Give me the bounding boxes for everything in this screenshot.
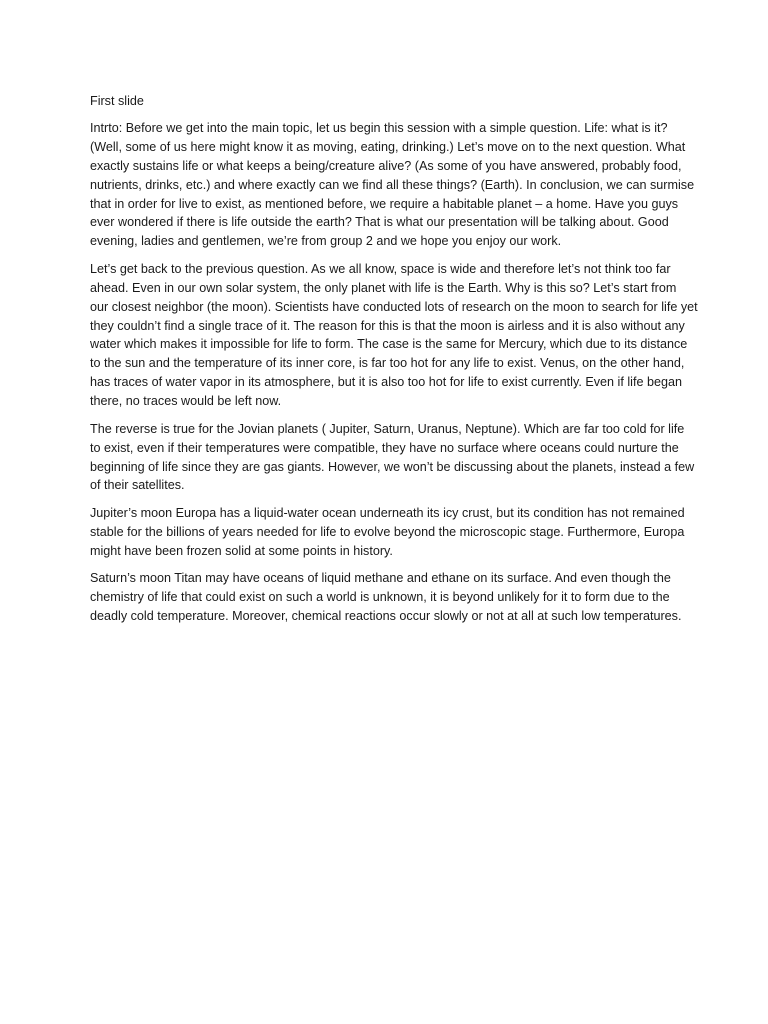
paragraph-jovian-planets: The reverse is true for the Jovian planets ( Jupiter, Saturn, Uranus, Neptune). Which are far too cold for life to exist, even if their temperatures were compatible, they have no surface where oceans could nurture the beginning of life since they are gas giants. However, we won’t be discussing about the planets, instead a few of their satellites.: [90, 421, 695, 493]
slide-heading: First slide: [90, 94, 144, 108]
paragraph-europa: Jupiter’s moon Europa has a liquid-water ocean underneath its icy crust, but its condition has not remained stable for the billions of years needed for life to evolve beyond the microscopic stage. Furthermore, Europa might have been frozen solid at some points in history.: [90, 505, 685, 558]
paragraph-inner-planets: Let’s get back to the previous question. As we all know, space is wide and therefore let’s not think too far ahead. Even in our own solar system, the only planet with life is the Earth. Why is this so? Let’s start from our closest neighbor (the moon). Scientists have conducted lots of research on the moon to search for life yet they couldn’t find a single trace of it. The reason for this is that the moon is airless and it is also without any water which makes it impossible for life to form. The case is the same for Mercury, which due to its distance to the sun and the temperature of its inner core, is far too hot for any life to exist. Venus, on the other hand, has traces of water vapor in its atmosphere, but it is also too hot for life to exist currently. Even if life began there, no traces would be left now.: [90, 261, 698, 409]
paragraph-titan: Saturn’s moon Titan may have oceans of liquid methane and ethane on its surface. And even though the chemistry of life that could exist on such a world is unknown, it is beyond unlikely for it to form due to the deadly cold temperature. Moreover, chemical reactions occur slowly or not at all at such low temperatures.: [90, 571, 682, 624]
paragraph-intro: Intrto: Before we get into the main topic, let us begin this session with a simple question. Life: what is it? (Well, some of us here might know it as moving, eating, drinking.) Let’s move on to the next question. What exactly sustains life or what keeps a being/creature alive? (As some of you have answered, probably food, nutrients, drinks, etc.) and where exactly can we find all these things? (Earth). In conclusion, we can surmise that in order for live to exist, as mentioned before, we require a habitable planet – a home. Have you guys ever wondered if there is life outside the earth? That is what our presentation will be talking about. Good evening, ladies and gentlemen, we’re from group 2 and we hope you enjoy our work.: [90, 120, 695, 249]
